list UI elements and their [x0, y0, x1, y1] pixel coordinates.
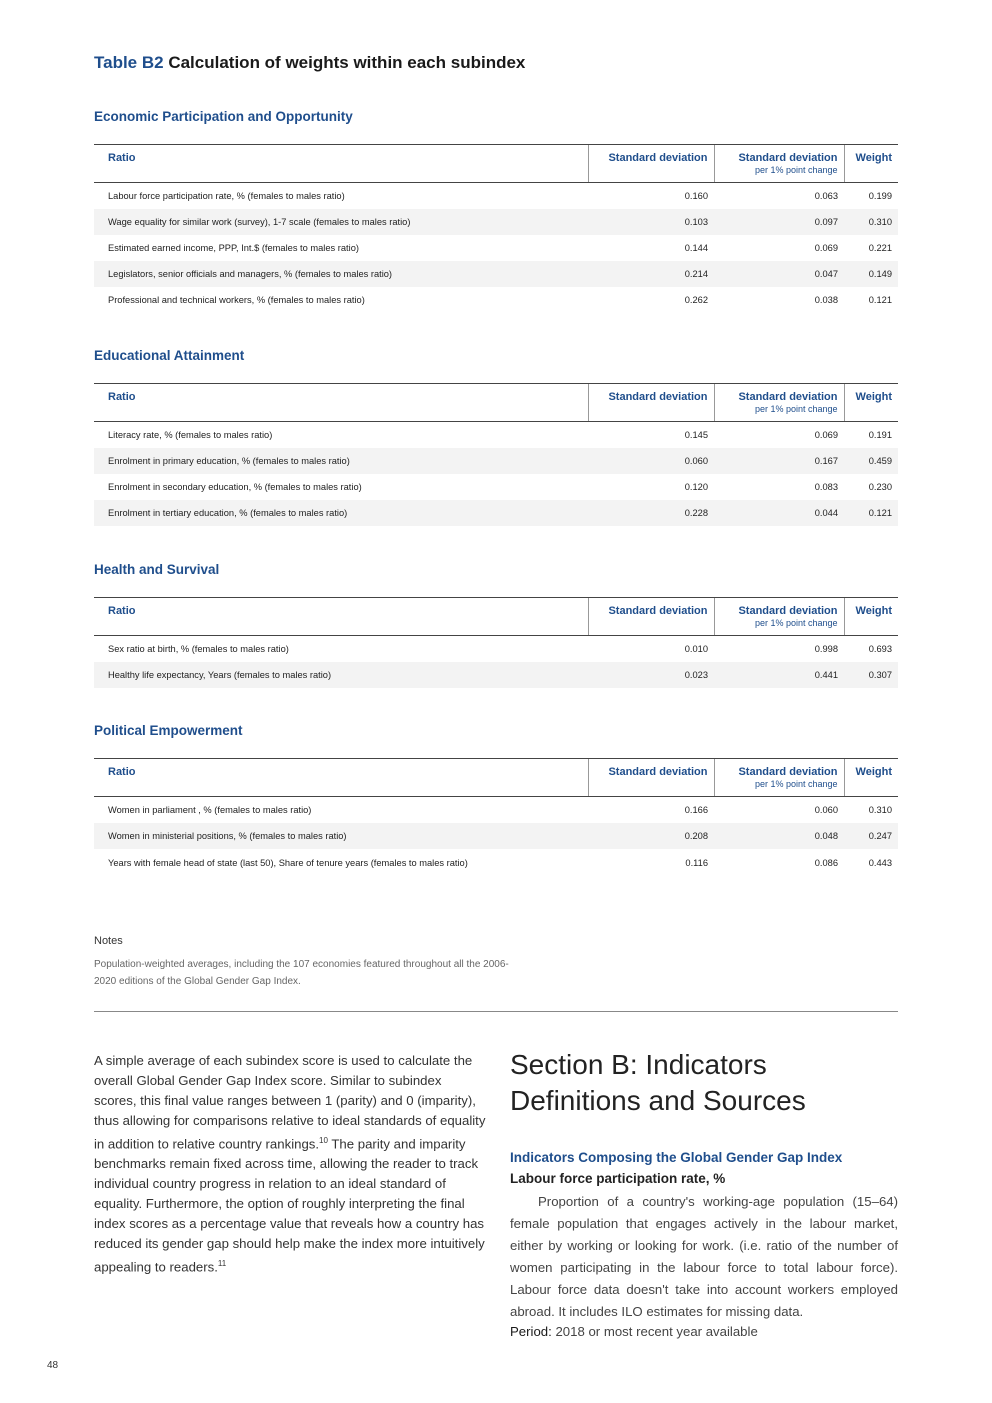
cell-std: 0.262 [684, 295, 708, 305]
table-row [94, 636, 898, 663]
cell-ratio: Literacy rate, % (females to males ratio) [108, 430, 273, 440]
cell-ratio: Labour force participation rate, % (females to males ratio) [108, 191, 345, 201]
cell-weight: 0.307 [844, 662, 898, 688]
table-row [94, 500, 898, 526]
cell-std: 0.103 [588, 209, 714, 235]
table-row [94, 448, 898, 474]
std-per-sub: per 1% point change [754, 165, 838, 175]
cell-ratio: Healthy life expectancy, Years (females to males ratio) [94, 662, 588, 688]
section-title: Political Empowerment [94, 723, 243, 738]
cell-std: 0.228 [588, 500, 714, 526]
cell-std-per: 0.069 [814, 243, 838, 253]
cell-weight: 0.310 [844, 209, 898, 235]
cell-std: 0.166 [684, 805, 708, 815]
std-per-sub: per 1% point change [754, 779, 838, 789]
cell-weight: 0.191 [868, 430, 892, 440]
table-row [94, 235, 898, 261]
std-per-label: Standard deviation [738, 391, 838, 403]
column-header-ratio: Ratio [94, 145, 588, 183]
cell-ratio: Estimated earned income, PPP, Int.$ (females to males ratio) [108, 243, 359, 253]
cell-std-per: 0.097 [714, 209, 844, 235]
std-per-sub: per 1% point change [754, 618, 838, 628]
column-header-std: Standard deviation [588, 759, 714, 797]
period-label: Period: [510, 1324, 552, 1339]
cell-weight: 0.443 [868, 858, 892, 868]
column-header-weight: Weight [844, 384, 898, 422]
table-row [94, 183, 898, 210]
cell-ratio: Enrolment in secondary education, % (females to males ratio) [108, 482, 362, 492]
cell-ratio: Sex ratio at birth, % (females to males ratio) [108, 644, 289, 654]
cell-ratio: Women in ministerial positions, % (females to males ratio) [94, 823, 588, 849]
cell-weight: 0.230 [868, 482, 892, 492]
period-line [510, 1324, 758, 1339]
table-row [94, 662, 898, 688]
weights-table [94, 383, 898, 526]
table-row [94, 209, 898, 235]
cell-std: 0.208 [588, 823, 714, 849]
column-header-std: Standard deviation [588, 598, 714, 636]
cell-std-per: 0.038 [814, 295, 838, 305]
body-part-1: A simple average of each subindex score is used to calculate the overall Global Gender Gap Index score. Similar to subindex scores, this final value ranges between 1 (parity) and 0 (imparity), thus allowing for comparisons relative to ideal standards of equality in addition to relative country rankings. [94, 1053, 486, 1152]
table-row [94, 797, 898, 824]
column-header-weight: Weight [844, 145, 898, 183]
indicators-heading: Indicators Composing the Global Gender Gap Index [510, 1150, 843, 1165]
cell-weight: 0.247 [844, 823, 898, 849]
cell-weight: 0.121 [868, 295, 892, 305]
cell-std-per: 0.441 [714, 662, 844, 688]
body-paragraph [94, 1051, 486, 1278]
column-header-ratio: Ratio [94, 759, 588, 797]
table-title-text: Calculation of weights within each subindex [168, 53, 526, 72]
section-b-title: Section B: Indicators Definitions and Sources [510, 1049, 806, 1116]
cell-std-per: 0.060 [814, 805, 838, 815]
cell-std-per: 0.048 [714, 823, 844, 849]
std-per-label: Standard deviation [738, 605, 838, 617]
cell-ratio: Legislators, senior officials and managers, % (females to males ratio) [94, 261, 588, 287]
column-header-ratio: Ratio [94, 598, 588, 636]
weights-table [94, 758, 898, 895]
page-number: 48 [47, 1360, 59, 1371]
table-row [94, 287, 898, 313]
column-header-std-per [714, 384, 844, 422]
cell-ratio: Enrolment in tertiary education, % (females to males ratio) [94, 500, 588, 526]
std-per-sub: per 1% point change [754, 404, 838, 414]
notes-heading: Notes [94, 935, 123, 947]
column-header-std-per [714, 145, 844, 183]
column-header-ratio: Ratio [94, 384, 588, 422]
column-header-std-per [714, 598, 844, 636]
std-per-label: Standard deviation [738, 152, 838, 164]
indicator-name: Labour force participation rate, % [510, 1171, 726, 1186]
cell-weight: 0.693 [868, 644, 892, 654]
section-title: Educational Attainment [94, 348, 245, 363]
table-row [94, 261, 898, 287]
column-header-std-per [714, 759, 844, 797]
table-row [94, 823, 898, 849]
period-value: 2018 or most recent year available [551, 1324, 758, 1339]
section-title: Health and Survival [94, 562, 220, 577]
cell-std: 0.116 [685, 858, 708, 868]
body-part-2: The parity and imparity benchmarks remain fixed across time, allowing the reader to track individual country progress in relation to an ideal standard of equality. Furthermore, the option of roughly interpreting the final index scores as a percentage value that reveals how a country has reduced its gender gap should help make the index more intuitively appealing to readers. [94, 1136, 485, 1275]
cell-ratio: Enrolment in primary education, % (females to males ratio) [94, 448, 588, 474]
std-per-label: Standard deviation [738, 766, 838, 778]
divider [94, 1011, 898, 1012]
cell-std: 0.060 [588, 448, 714, 474]
cell-weight: 0.221 [868, 243, 892, 253]
table-row [94, 474, 898, 500]
cell-ratio: Women in parliament , % (females to males ratio) [108, 805, 312, 815]
indicator-definition: Proportion of a country's working-age population (15–64) female population that engages actively in the labour market, either by working or looking for work. (i.e. ratio of the number of women participating in the labour force to total labour force). Labour force data doesn't take into account workers employed abroad. It includes ILO estimates for missing data. [510, 1194, 898, 1319]
weights-table [94, 597, 898, 688]
section-title: Economic Participation and Opportunity [94, 109, 353, 124]
cell-std: 0.010 [684, 644, 708, 654]
cell-std: 0.145 [684, 430, 708, 440]
cell-weight: 0.149 [844, 261, 898, 287]
column-header-std: Standard deviation [588, 384, 714, 422]
cell-std-per: 0.998 [814, 644, 838, 654]
cell-std: 0.144 [684, 243, 708, 253]
cell-weight: 0.459 [844, 448, 898, 474]
column-header-weight: Weight [844, 759, 898, 797]
cell-ratio: Wage equality for similar work (survey), 1-7 scale (females to males ratio) [94, 209, 588, 235]
cell-std-per: 0.044 [714, 500, 844, 526]
table-row [94, 422, 898, 449]
cell-std-per: 0.167 [714, 448, 844, 474]
cell-ratio: Years with female head of state (last 50), Share of tenure years (females to males ratio) [108, 858, 468, 868]
cell-std: 0.160 [684, 191, 708, 201]
table-label: Table B2 [94, 53, 164, 72]
cell-std: 0.214 [588, 261, 714, 287]
cell-std-per: 0.063 [814, 191, 838, 201]
cell-std-per: 0.086 [814, 858, 838, 868]
cell-std-per: 0.069 [814, 430, 838, 440]
cell-std-per: 0.083 [814, 482, 838, 492]
cell-weight: 0.199 [868, 191, 892, 201]
notes-text: Population-weighted averages, including the 107 economies featured throughout all the 2006-2020 editions of the Global Gender Gap Index. [94, 959, 509, 987]
column-header-weight: Weight [844, 598, 898, 636]
cell-std: 0.120 [684, 482, 708, 492]
footnote-ref-10: 10 [319, 1136, 328, 1145]
cell-std: 0.023 [588, 662, 714, 688]
table-row [94, 849, 898, 895]
cell-weight: 0.121 [844, 500, 898, 526]
cell-std-per: 0.047 [714, 261, 844, 287]
column-header-std: Standard deviation [588, 145, 714, 183]
cell-weight: 0.310 [868, 805, 892, 815]
weights-table [94, 144, 898, 313]
footnote-ref-11: 11 [217, 1259, 227, 1269]
cell-ratio: Professional and technical workers, % (females to males ratio) [108, 295, 365, 305]
table-title [94, 53, 525, 73]
